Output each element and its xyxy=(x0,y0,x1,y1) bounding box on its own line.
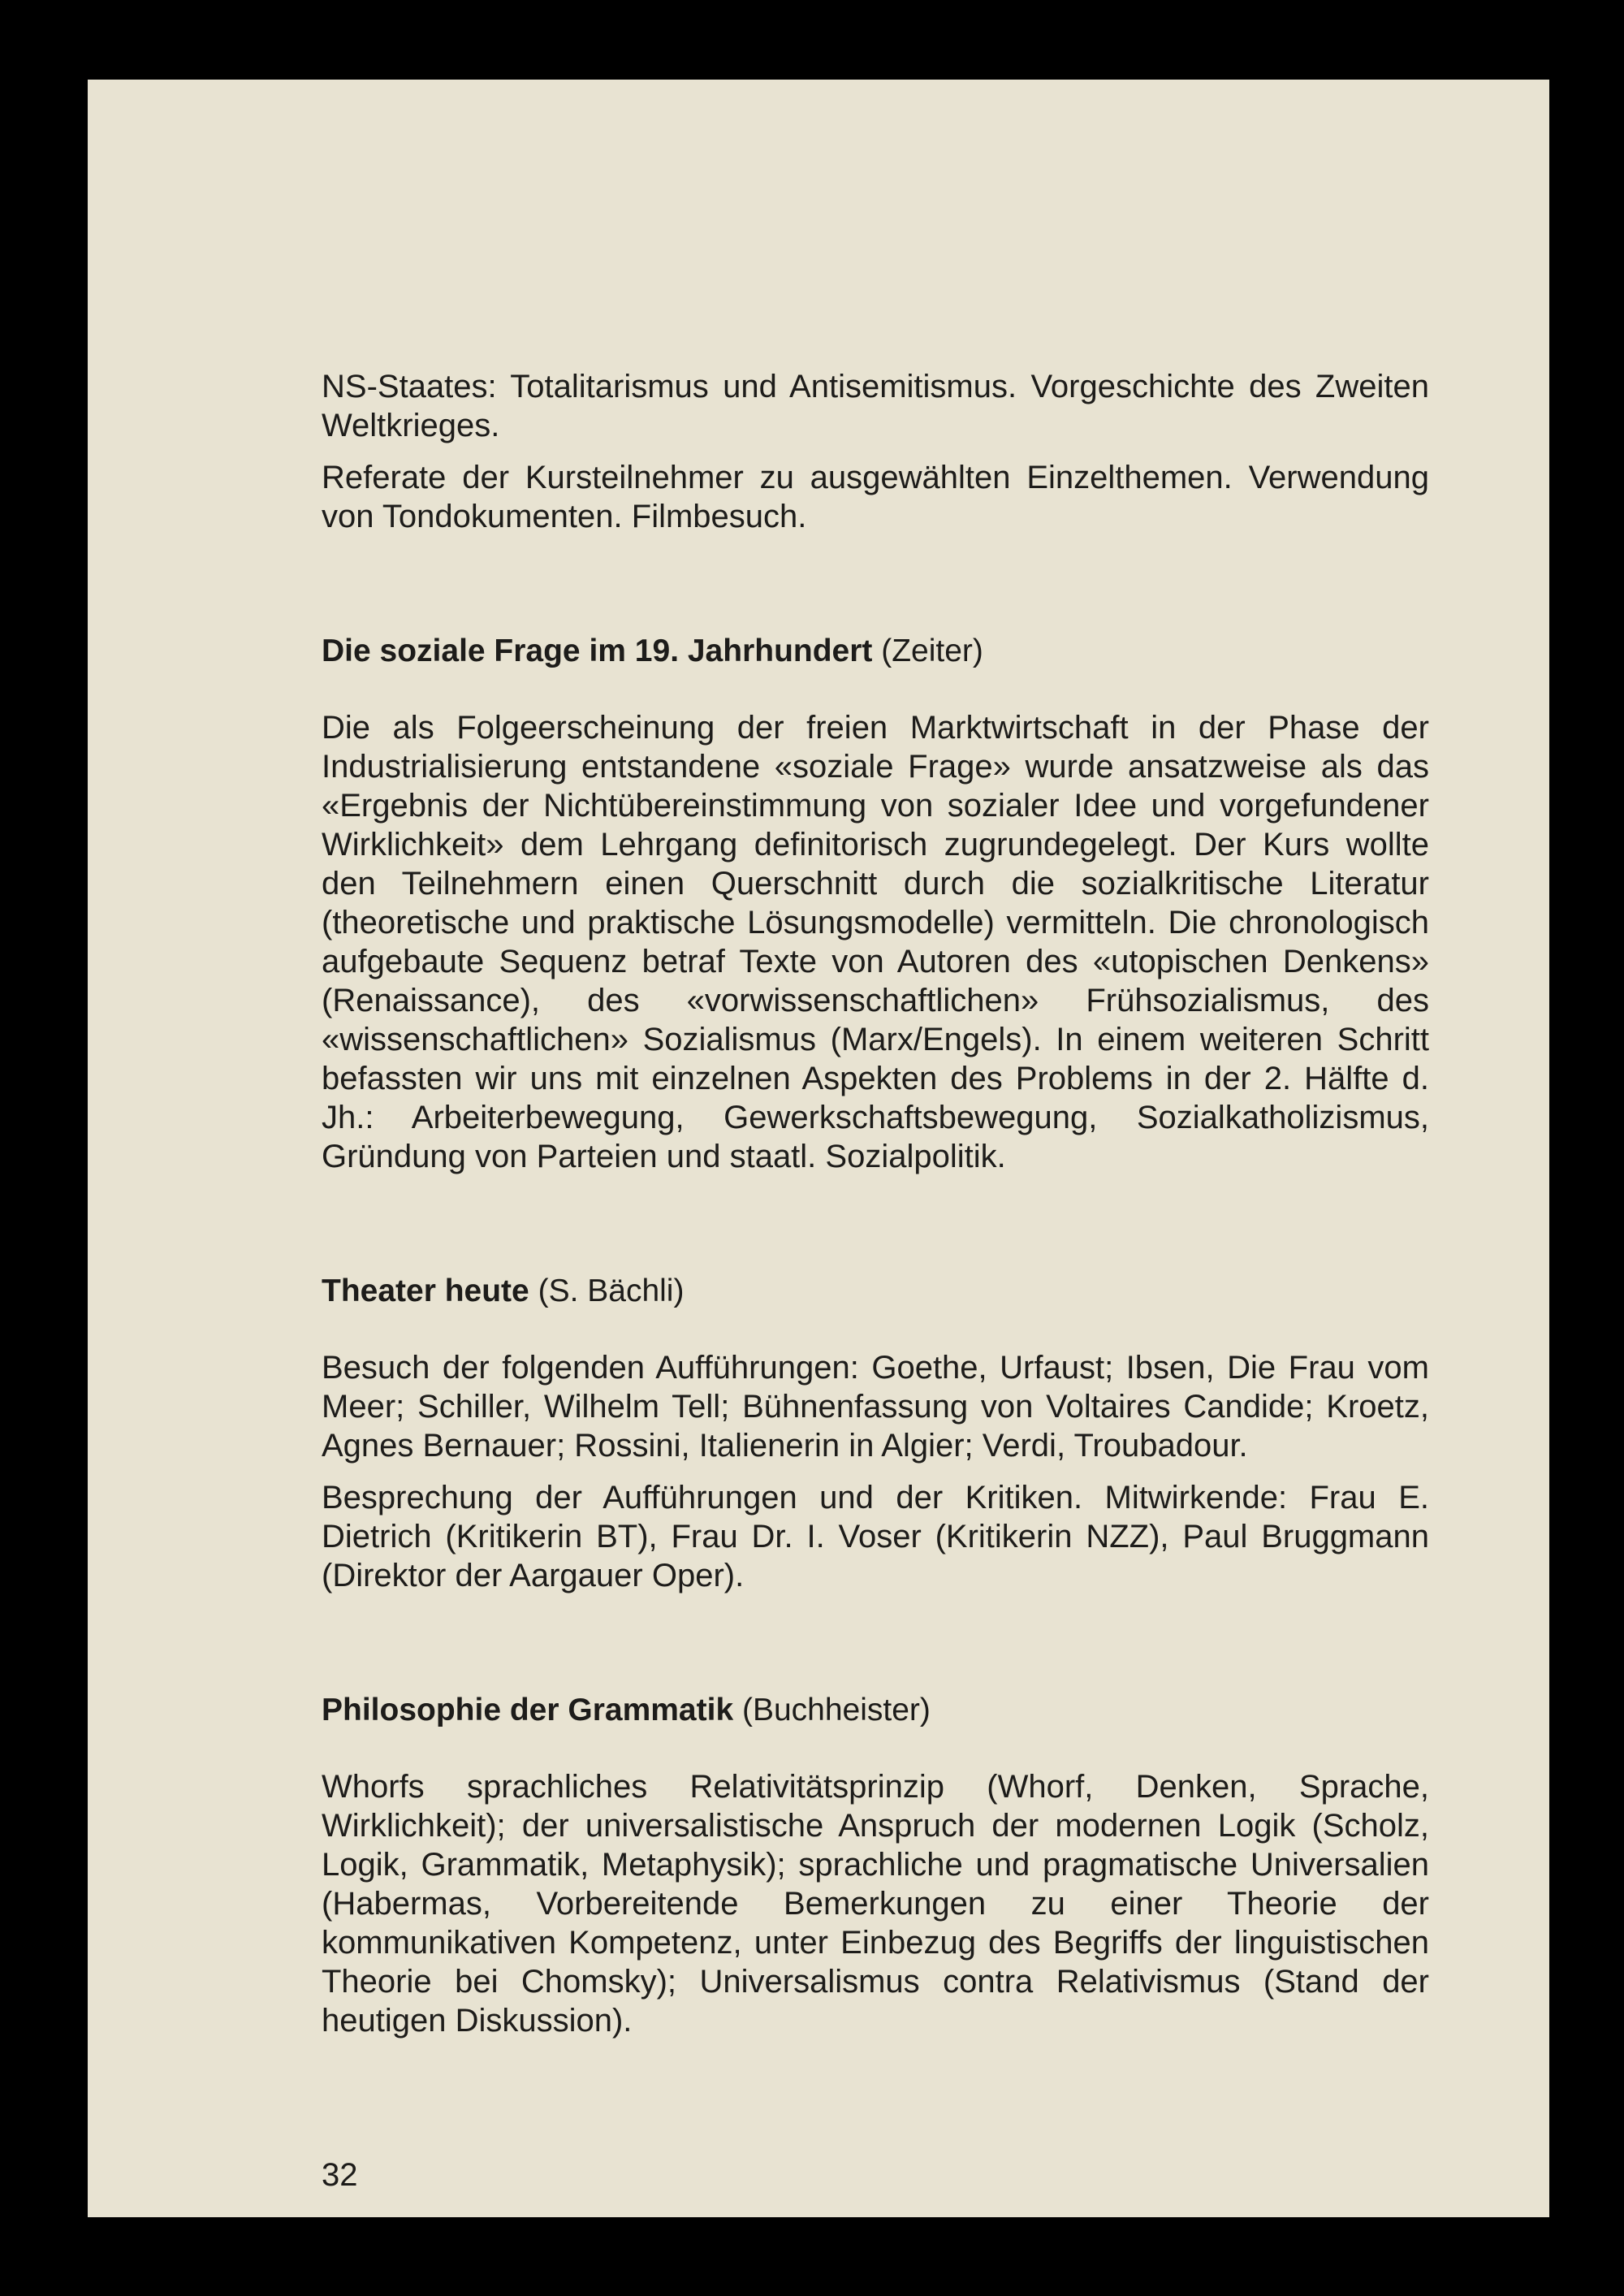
section-paragraph: Besuch der folgenden Aufführungen: Goethe, Urfaust; Ibsen, Die Frau vom Meer; Schiller, Wilhelm Tell; Bühnenfassung von Voltaires Candide; Kroetz, Agnes Bernauer; Rossini, Italienerin in Algier; Verdi, Troubadour. xyxy=(322,1350,1429,1464)
section-title: Theater heute xyxy=(322,1273,529,1308)
section-title: Die soziale Frage im 19. Jahrhundert xyxy=(322,633,873,668)
section-paragraph: Die als Folgeerscheinung der freien Marktwirtschaft in der Phase der Industrialisierung entstandene «soziale Frage» wurde ansatzweise als das «Ergebnis der Nichtübereinstimmung von sozialer Idee und vorgefundener Wirklichkeit» dem Lehrgang definitorisch zugrundegelegt. Der Kurs wollte den Teilnehmern einen Querschnitt durch die sozialkritische Literatur (theoretische und praktische Lösungsmodelle) vermitteln. Die chronologisch aufgebaute Sequenz betraf Texte von Autoren des «utopischen Denkens» (Renaissance), des «vorwissenschaftlichen» Frühsozialismus, des «wissenschaftlichen» Sozialismus (Marx/Engels). In einem weiteren Schritt befassten wir uns mit einzelnen Aspekten des Problems in der 2. Hälfte d. Jh.: Arbeiterbewegung, Gewerkschaftsbewegung, Sozialkatholizismus, Gründung von Parteien und staatl. Sozialpolitik. xyxy=(322,710,1429,1174)
section-paragraph: Whorfs sprachliches Relativitätsprinzip (Whorf, Denken, Sprache, Wirklichkeit); der universalistische Anspruch der modernen Logik (Scholz, Logik, Grammatik, Metaphysik); sprachliche und pragmatische Universalien (Habermas, Vorbereitende Bemerkungen zu einer Theorie der kommunikativen Kompetenz, unter Einbezug des Begriffs der linguistischen Theorie bei Chomsky); Universalismus contra Relativismus (Stand der heutigen Diskussion). xyxy=(322,1769,1429,2039)
document-page xyxy=(88,80,1549,2217)
section-author: (Zeiter) xyxy=(881,633,983,668)
section-heading-soziale-frage xyxy=(322,632,1429,671)
intro-paragraph-1: NS-Staates: Totalitarismus und Antisemitismus. Vorgeschichte des Zweiten Weltkrieges. xyxy=(322,369,1429,443)
section-title: Philosophie der Grammatik xyxy=(322,1693,734,1727)
section-paragraph: Besprechung der Aufführungen und der Kritiken. Mitwirkende: Frau E. Dietrich (Kritikerin BT), Frau Dr. I. Voser (Kritikerin NZZ), Paul Bruggmann (Direktor der Aargauer Oper). xyxy=(322,1480,1429,1593)
section-heading-philosophie-der-grammatik xyxy=(322,1691,1429,1730)
section-author: (Buchheister) xyxy=(741,1693,931,1727)
section-heading-theater-heute xyxy=(322,1272,1429,1311)
page-content xyxy=(322,367,1429,2040)
section-author: (S. Bächli) xyxy=(538,1273,685,1308)
page-number: 32 xyxy=(322,2157,358,2193)
intro-paragraph-2: Referate der Kursteilnehmer zu ausgewählten Einzelthemen. Verwendung von Tondokumenten. Filmbesuch. xyxy=(322,460,1429,534)
